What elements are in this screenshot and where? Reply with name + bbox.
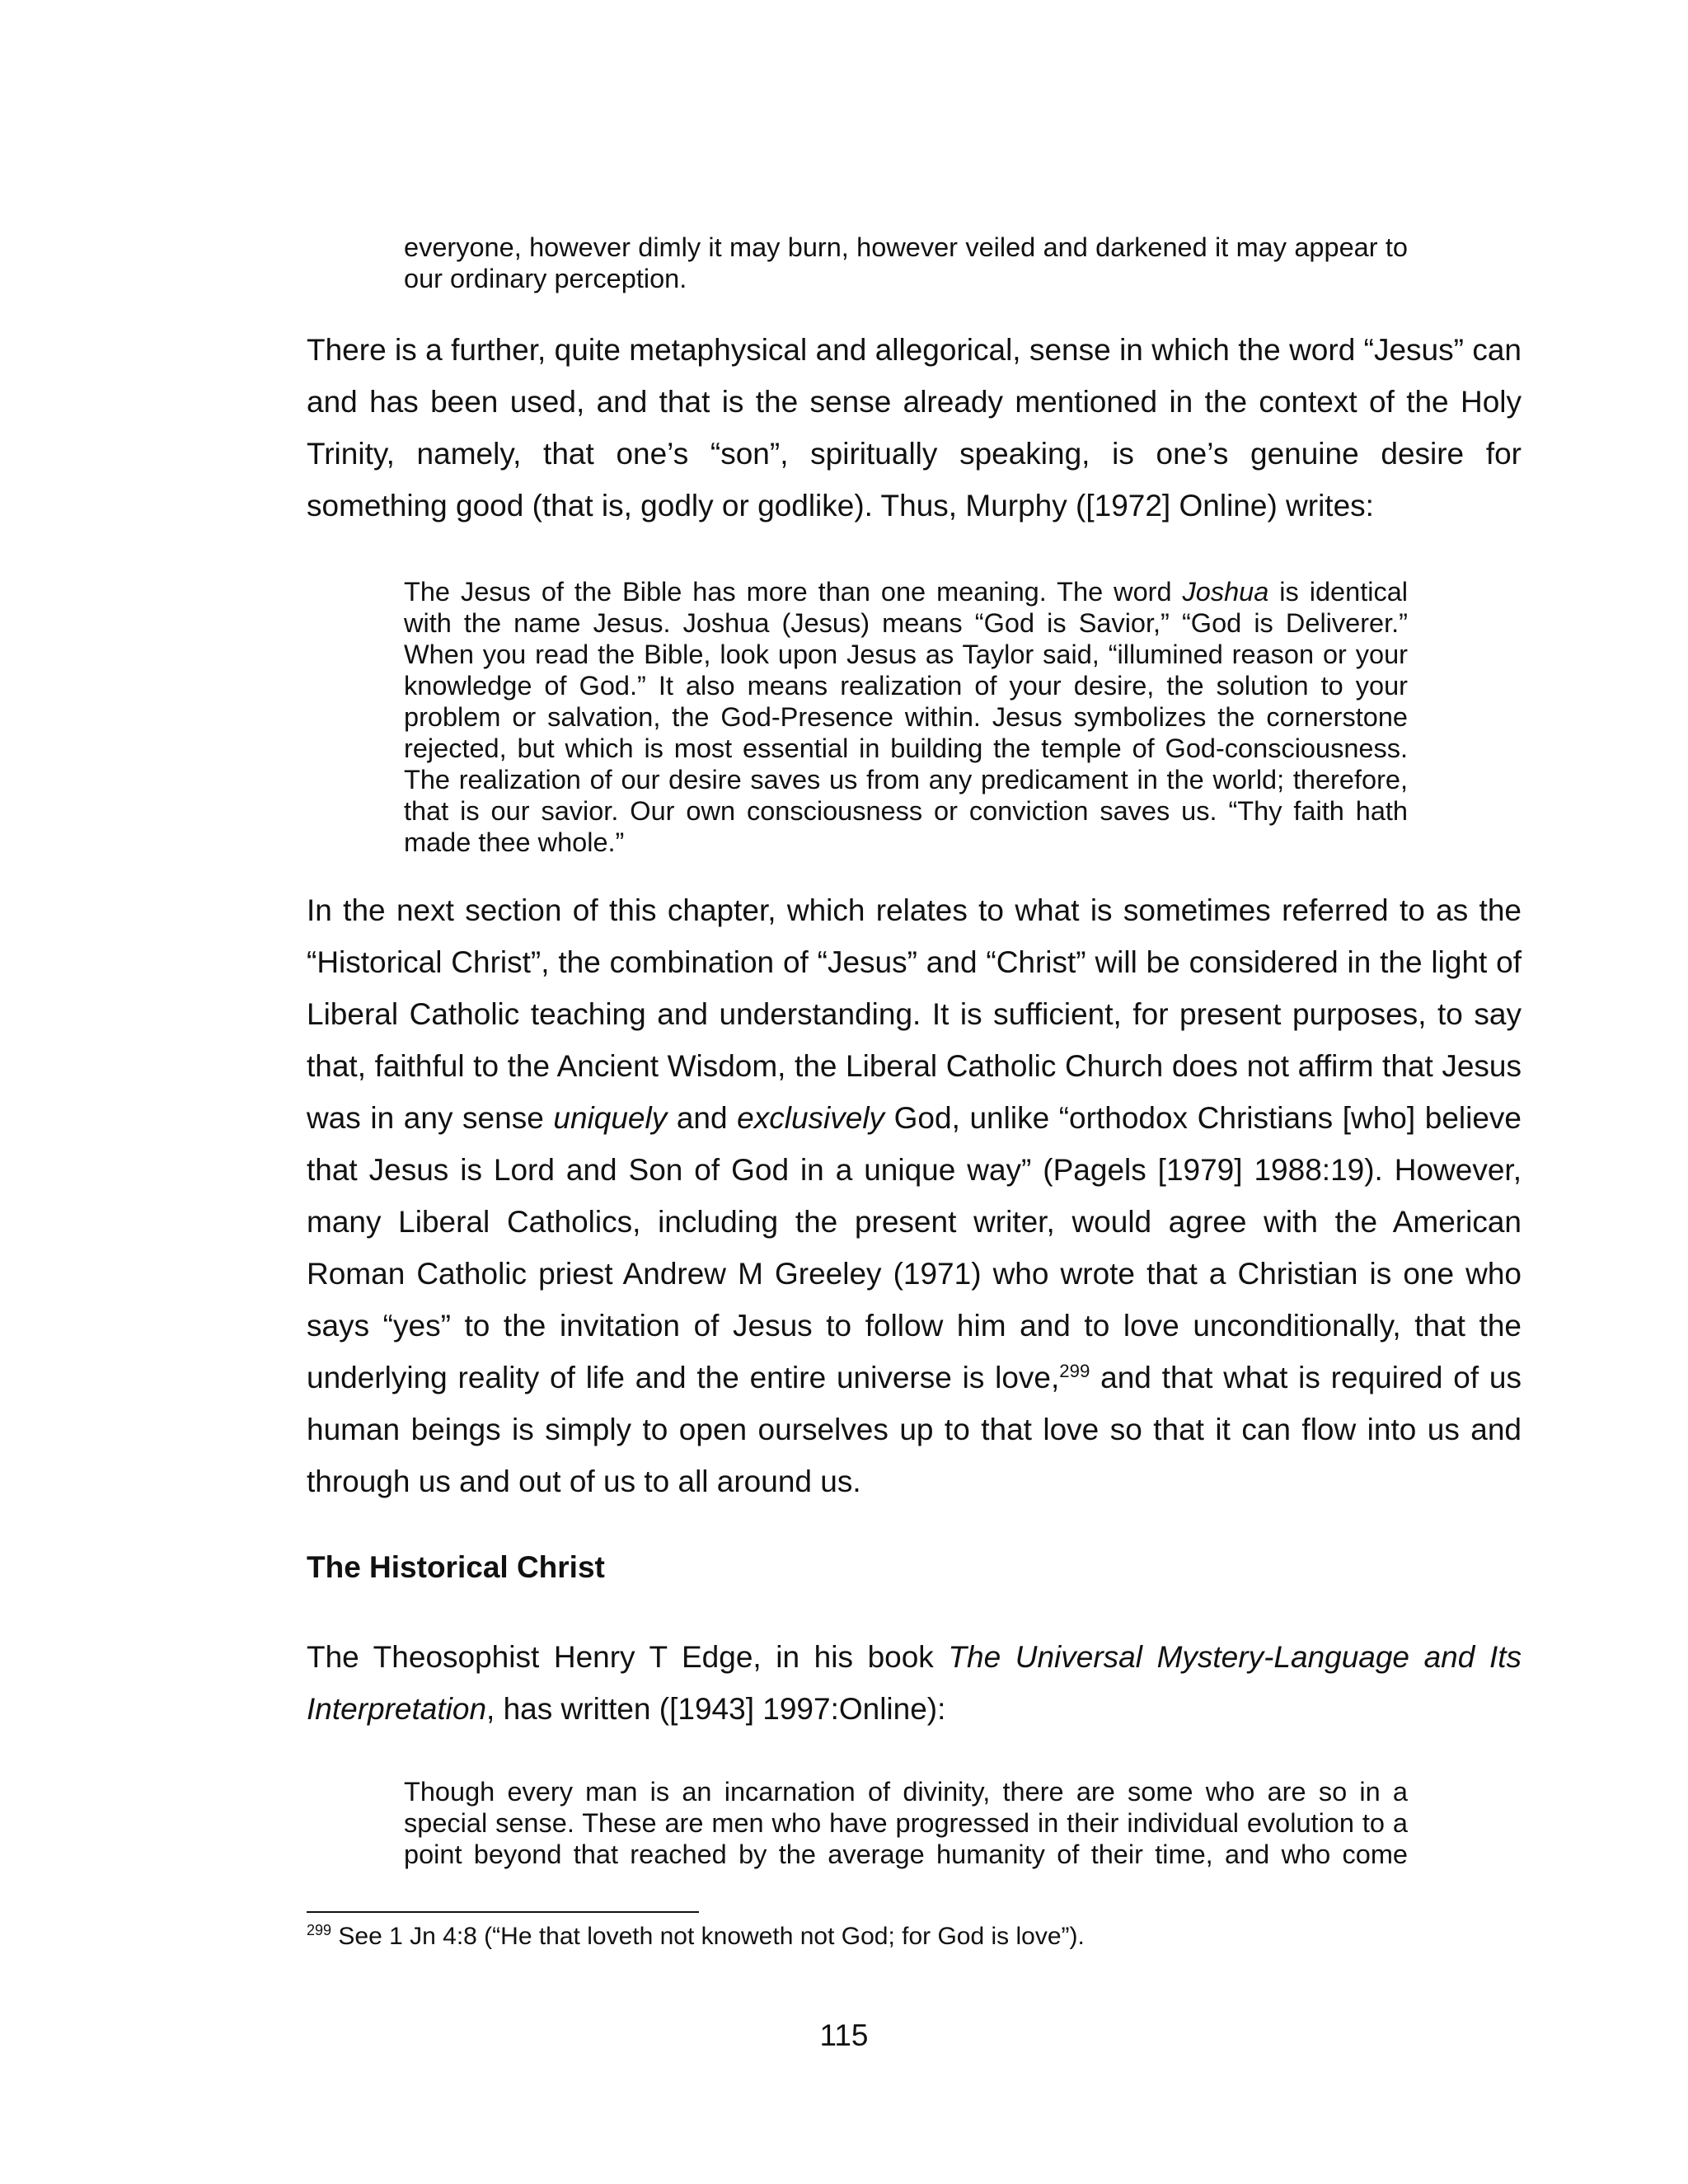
page-number: 115 [819, 2018, 869, 2052]
footnote-text: See 1 Jn 4:8 (“He that loveth not knoweth not God; for God is love”). [331, 1923, 1085, 1950]
block-quote-continued [404, 232, 1408, 294]
section-heading: The Historical Christ [307, 1550, 605, 1584]
footnote [307, 1920, 1085, 1953]
block-quote-edge [404, 1776, 1408, 1870]
quote-text: is identical with the name Jesus. Joshua (Jesus) means “God is Savior,” “God is Deliverer.” When you read the Bible, look upon Jesus as Taylor said, “illumined reason or your knowledge of God.” It also means realization of your desire, the solution to your problem or salvation, the God-Presence within. Jesus symbolizes the cornerstone rejected, but which is most essential in building the temple of God-consciousness. The realization of our desire saves us from any predicament in the world; therefore, that is our savior. Our own consciousness or conviction saves us. “Thy faith hath made thee whole.” [404, 577, 1408, 857]
book-title: The Universal Mystery-Language and Its Interpretation [307, 1640, 1522, 1726]
paragraph-italic: exclusively [737, 1101, 885, 1135]
body-paragraph-edge [307, 1631, 1522, 1735]
paragraph-text: , has written ([1943] 1997:Online): [486, 1692, 946, 1726]
paragraph-text: and [667, 1101, 738, 1135]
footnote-number: 299 [307, 1922, 332, 1939]
paragraph-text: God, unlike “orthodox Christians [who] believe that Jesus is Lord and Son of God in a unique way” (Pagels [1979] 1988:19). However, many Liberal Catholics, including the present writer, would agree with the American Roman Catholic priest Andrew M Greeley (1971) who wrote that a Christian is one who says “yes” to the invitation of Jesus to follow him and to love unconditionally, that the underlying reality of life and the entire universe is love, [307, 1101, 1522, 1394]
paragraph-text: The Theosophist Henry T Edge, in his book [307, 1640, 949, 1674]
paragraph-text: There is a further, quite metaphysical and allegorical, sense in which the word “Jesus” can and has been used, and that is the sense already mentioned in the context of the Holy Trinity, namely, that one’s “son”, spiritually speaking, is one’s genuine desire for something good (that is, godly or godlike). Thus, Murphy ([1972] Online) writes: [307, 333, 1522, 523]
footnote-reference[interactable]: 299 [1059, 1360, 1090, 1381]
body-paragraph-jesus-meaning [307, 324, 1522, 532]
block-quote-text: everyone, however dimly it may burn, however veiled and darkened it may appear to our ordinary perception. [404, 232, 1408, 293]
paragraph-text: In the next section of this chapter, which relates to what is sometimes referred to as the “Historical Christ”, the combination of “Jesus” and “Christ” will be considered in the light of Liberal Catholic teaching and understanding. It is sufficient, for present purposes, to say that, faithful to the Ancient Wisdom, the Liberal Catholic Church does not affirm that Jesus was in any sense [307, 893, 1522, 1135]
block-quote-murphy [404, 576, 1408, 858]
quote-text: Though every man is an incarnation of divinity, there are some who are so in a special sense. These are men who have progressed in their individual evolution to a point beyond that reached by the average humanity of their time, and who come [404, 1777, 1408, 1869]
paragraph-text: and that what is required of us human beings is simply to open ourselves up to that love so that it can flow into us and through us and out of us to all around us. [307, 1361, 1522, 1498]
footnote-separator [307, 1911, 699, 1913]
body-paragraph-historical-christ-intro [307, 884, 1522, 1507]
paragraph-italic: uniquely [553, 1101, 668, 1135]
quote-italic-term: Joshua [1182, 577, 1269, 607]
quote-text: The Jesus of the Bible has more than one meaning. The word [404, 577, 1183, 607]
